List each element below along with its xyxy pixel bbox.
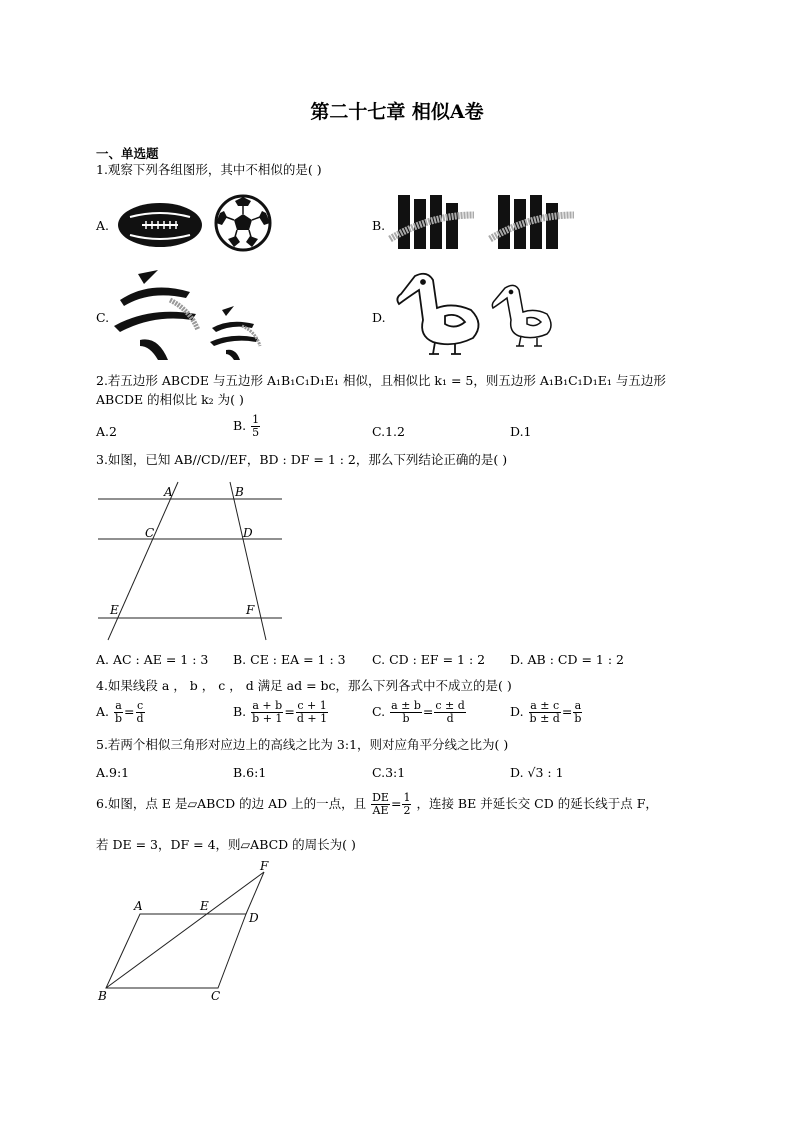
q4-option-b: B. $\frac{a + b}{b + 1}$ = $\frac{c + 1}{d + 1}$ xyxy=(233,699,328,725)
q3-stem: 3.如图，已知 AB//CD//EF，BD : DF = 1 : 2，那么下列结论正确的是( ) xyxy=(96,452,508,467)
brush-mark-small xyxy=(210,306,260,360)
label-f: F xyxy=(260,859,269,873)
brush-mark-large xyxy=(114,270,198,360)
q3-option-b: B. CE : EA = 1 : 3 xyxy=(233,652,346,667)
q4-a-left-denominator: b xyxy=(115,712,123,725)
q1-option-d: D. xyxy=(372,310,386,325)
q6-half-numerator: 1 xyxy=(403,791,411,804)
q4-a-right-numerator: c xyxy=(136,699,144,712)
q4-b-left-numerator: a + b xyxy=(252,699,283,712)
striped-bars-figure xyxy=(390,193,575,253)
label-a: A xyxy=(134,899,143,913)
parallelogram-diagram xyxy=(96,859,286,1007)
q6-ratio-denominator: AE xyxy=(372,804,389,817)
q1-option-c: C. xyxy=(96,310,110,325)
q4-a-left-fraction xyxy=(114,700,123,725)
q2-option-b-label: B. xyxy=(233,418,247,433)
q2-option-b-fraction xyxy=(251,414,260,439)
q4-option-c: C. $\frac{a \pm b}{b}$ = $\frac{c \pm d}{d}$ xyxy=(372,699,465,725)
label-d: D xyxy=(249,911,259,925)
q4-b-right-numerator: c + 1 xyxy=(297,699,327,712)
label-f: F xyxy=(246,603,255,617)
q6-ratio-numerator: DE xyxy=(372,791,389,804)
q4-d-right-denominator: b xyxy=(574,712,582,725)
q6-stem-line1 xyxy=(96,792,658,817)
q5-option-d: D. √3 : 1 xyxy=(510,765,564,780)
pelican-small xyxy=(492,285,551,346)
bars-image-small xyxy=(490,195,574,249)
q2-fraction-numerator: 1 xyxy=(252,413,260,426)
q4-d-left-fraction xyxy=(529,700,561,725)
q3-option-c: C. CD : EF = 1 : 2 xyxy=(372,652,486,667)
q4-option-c-label: C. xyxy=(372,704,386,719)
label-b: B xyxy=(235,485,244,499)
q4-a-right-fraction xyxy=(136,700,145,725)
q4-d-left-denominator: b ± d xyxy=(529,712,560,725)
q5-option-c: C.3:1 xyxy=(372,765,406,780)
q6-ratio-fraction xyxy=(371,792,390,817)
q5-stem: 5.若两个相似三角形对应边上的高线之比为 3:1，则对应角平分线之比为( ) xyxy=(96,737,509,752)
q4-option-d: D. $\frac{a \pm c}{b \pm d}$ = $\frac{a}{b}$ xyxy=(510,699,582,725)
q2-stem-line2: ABCDE 的相似比 k₂ 为( ) xyxy=(96,392,244,407)
label-c: C xyxy=(145,526,155,540)
q4-option-d-label: D. xyxy=(510,704,524,719)
q4-c-left-denominator: b xyxy=(402,712,410,725)
q4-b-left-denominator: b + 1 xyxy=(252,712,283,725)
q2-option-c: C.1.2 xyxy=(372,424,405,439)
q1-option-b: B. xyxy=(372,218,386,233)
q1-option-a: A. xyxy=(96,218,110,233)
q4-d-right-fraction xyxy=(573,700,582,725)
brush-marks-figure xyxy=(110,270,270,365)
q5-option-a: A.9:1 xyxy=(96,765,130,780)
pelican-large xyxy=(397,274,478,354)
q4-c-right-numerator: c ± d xyxy=(435,699,465,712)
q4-option-a-label: A. xyxy=(96,704,110,719)
q6-equals: = xyxy=(390,796,402,811)
q5-option-b: B.6:1 xyxy=(233,765,267,780)
football-and-soccer-ball-figure xyxy=(112,195,282,255)
soccer-ball-image xyxy=(216,196,270,250)
q6-stem-part2: ，连接 BE 并延长交 CD 的延长线于点 F， xyxy=(416,796,658,811)
q2-option-d: D.1 xyxy=(510,424,532,439)
q4-a-right-denominator: d xyxy=(136,712,144,725)
q4-b-right-fraction xyxy=(296,700,328,725)
q6-stem-line2: 若 DE = 3，DF = 4，则▱ABCD 的周长为( ) xyxy=(96,837,356,852)
q6-half-fraction xyxy=(402,792,411,817)
page-title: 第二十七章 相似A卷 xyxy=(310,101,484,123)
q4-b-left-fraction xyxy=(251,700,283,725)
q3-option-d: D. AB : CD = 1 : 2 xyxy=(510,652,624,667)
q1-stem: 1.观察下列各组图形，其中不相似的是( ) xyxy=(96,162,322,177)
q2-stem-line1: 2.若五边形 ABCDE 与五边形 A₁B₁C₁D₁E₁ 相似，且相似比 k₁ = 5，则五边形 A₁B₁C₁D₁E₁ 与五边形 xyxy=(96,373,666,388)
q4-option-b-label: B. xyxy=(233,704,247,719)
section-heading: 一、单选题 xyxy=(96,146,159,161)
q6-stem-part1: 6.如图，点 E 是▱ABCD 的边 AD 上的一点，且 xyxy=(96,796,367,811)
q4-a-left-numerator: a xyxy=(115,699,122,712)
pelicans-figure xyxy=(393,268,563,360)
q4-c-right-denominator: d xyxy=(446,712,454,725)
q2-fraction-denominator: 5 xyxy=(252,426,260,439)
parallel-lines-diagram xyxy=(96,480,296,645)
q2-option-b xyxy=(233,414,261,439)
label-b: B xyxy=(98,989,107,1003)
q4-d-right-numerator: a xyxy=(574,699,582,712)
bars-image-large xyxy=(390,195,474,249)
label-e: E xyxy=(200,899,209,913)
label-e: E xyxy=(110,603,119,617)
label-c: C xyxy=(211,989,221,1003)
q4-d-left-numerator: a ± c xyxy=(530,699,560,712)
q4-c-left-fraction xyxy=(390,700,422,725)
q2-option-a: A.2 xyxy=(96,424,117,439)
q6-half-denominator: 2 xyxy=(403,804,411,817)
label-d: D xyxy=(243,526,253,540)
q4-b-right-denominator: d + 1 xyxy=(296,712,328,725)
parallelogram-abcd xyxy=(106,914,246,988)
q4-c-right-fraction xyxy=(434,700,465,725)
q3-option-a: A. AC : AE = 1 : 3 xyxy=(96,652,209,667)
q4-c-left-numerator: a ± b xyxy=(391,699,421,712)
football-image xyxy=(118,203,202,247)
q4-option-a: A. $\frac{a}{b}$ = $\frac{c}{d}$ xyxy=(96,699,144,725)
label-a: A xyxy=(164,485,173,499)
q4-stem: 4.如果线段 a ， b ， c ， d 满足 ad = bc，那么下列各式中不成立的是( ) xyxy=(96,678,512,693)
